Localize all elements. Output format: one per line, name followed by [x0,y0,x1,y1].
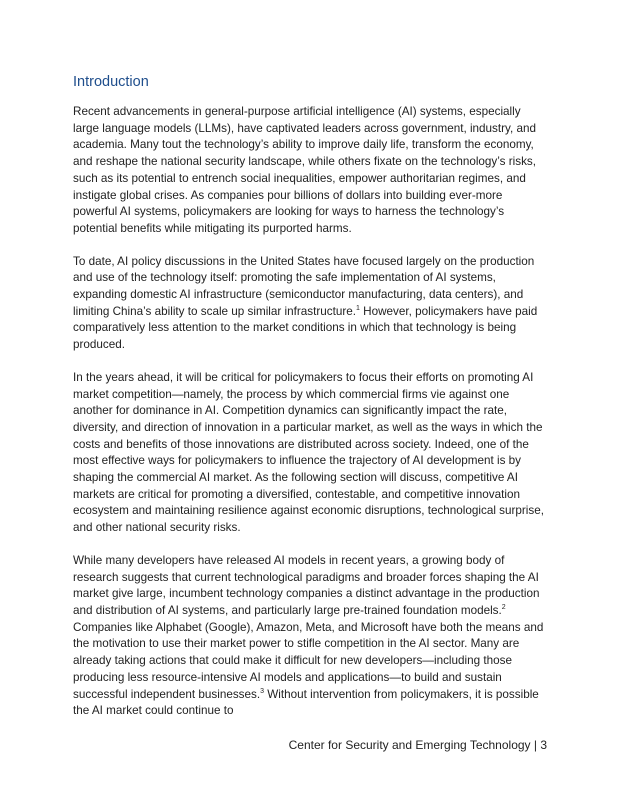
footnote-ref-3[interactable]: 3 [260,687,265,695]
paragraph-2-text-a: To date, AI policy discussions in the United States have focused largely on the production and use of the technology itself: promoting the safe implementation of AI systems, expanding domestic AI infrastructure (semiconductor manufacturing, data centers), and limiting China’s ability to scale up similar infrastructure. [73,254,535,318]
section-heading: Introduction [73,74,149,90]
paragraph-4-text-a: While many developers have released AI models in recent years, a growing body of research suggests that current technological paradigms and broader forces shaping the AI market give large, incumbent technology companies a distinct advantage in the production and distribution of AI systems, and particularly large pre-trained foundation models. [73,553,540,617]
paragraph-3-text: In the years ahead, it will be critical for policymakers to focus their efforts on promoting AI market competition—namely, the process by which commercial firms vie against one another for dominance in AI. Competition dynamics can significantly impact the rate, diversity, and direction of innovation in a particular market, as well as the ways in which the costs and benefits of those innovations are distributed across society. Indeed, one of the most effective ways for policymakers to influence the trajectory of AI development is by shaping the commercial AI market. As the following section will discuss, competitive AI markets are critical for promoting a diversified, contestable, and competitive innovation ecosystem and maintaining resilience against economic disruptions, technological surprise, and other national security risks. [73,370,544,535]
paragraph-4-text-c: Without intervention from policymakers, it is possible the AI market could continue to [73,687,539,718]
body-text [73,104,547,736]
paragraph-3 [73,370,547,537]
paragraph-2 [73,254,547,354]
page-footer: Center for Security and Emerging Technology | 3 [288,738,547,752]
paragraph-2-text-b: However, policymakers have paid comparatively less attention to the market conditions in which that technology is being produced. [73,304,538,352]
paragraph-4 [73,553,547,720]
paragraph-4-text-b: Companies like Alphabet (Google), Amazon, Meta, and Microsoft have both the means and the motivation to use their market power to stifle competition in the AI sector. Many are already taking actions that could make it difficult for new developers—including those producing less resource-intensive AI models and applications—to build and sustain successful independent businesses. [73,620,544,701]
footnote-ref-2[interactable]: 2 [501,604,506,612]
footnote-ref-1[interactable]: 1 [356,304,360,312]
paragraph-1 [73,104,547,238]
paragraph-1-text: Recent advancements in general-purpose artificial intelligence (AI) systems, especially large language models (LLMs), have captivated leaders across government, industry, and academia. Many tout the technology’s ability to improve daily life, transform the economy, and reshape the national security landscape, while others fixate on the technology’s risks, such as its potential to entrench social inequalities, empower authoritarian regimes, and instigate global crises. As companies pour billions of dollars into building ever-more powerful AI systems, policymakers are looking for ways to harness the technology’s potential benefits while mitigating its purported harms. [73,105,537,235]
